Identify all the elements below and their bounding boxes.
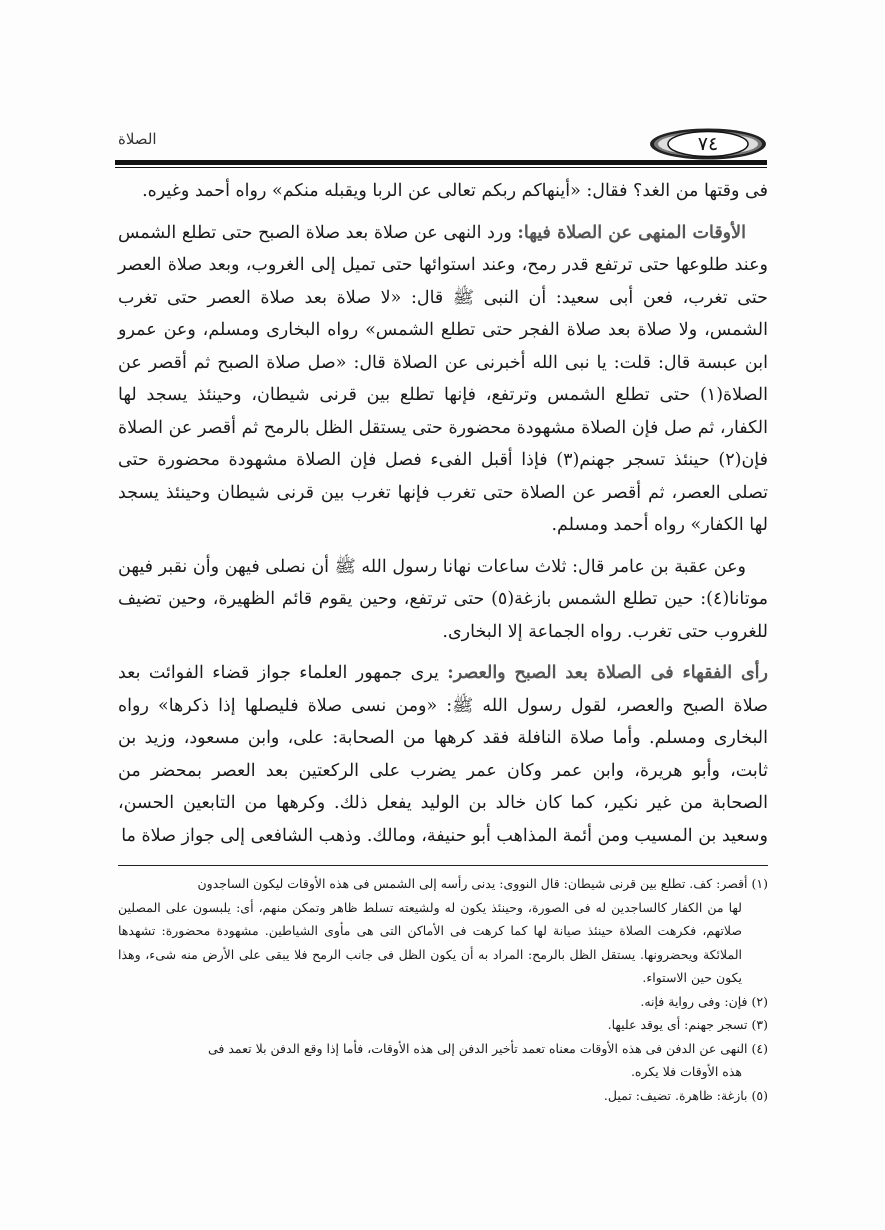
footnote-1: (١) أقصر: كف. تطلع بين قرنى شيطان: قال النووى: يدنى رأسه إلى الشمس فى هذه الأوقات ليكون الساجدون xyxy=(197,876,768,891)
section-heading: رأى الفقهاء فى الصلاة بعد الصبح والعصر: xyxy=(447,663,768,683)
forbidden-times-paragraph xyxy=(118,217,768,542)
running-header-title: الصلاة xyxy=(118,130,157,148)
intro-paragraph: فى وقتها من الغد؟ فقال: «أينهاكم ربكم تعالى عن الربا ويقبله منكم» رواه أحمد وغيره. xyxy=(142,181,768,201)
main-text xyxy=(118,175,768,852)
uqba-paragraph: وعن عقبة بن عامر قال: ثلاث ساعات نهانا رسول الله ﷺ أن نصلى فيهن وأن نقبر فيهن موتانا(٤): حين تطلع الشمس بازغة(٥) حتى ترتفع، وحين يقوم قائم الظهيرة، وحين تضيف للغروب حتى تغرب. رواه الجماعة إلا البخارى. xyxy=(118,556,769,642)
header-rule xyxy=(115,160,767,165)
paragraph-text: يرى جمهور العلماء جواز قضاء الفوائت بعد صلاة الصبح والعصر، لقول رسول الله ﷺ: «ومن نسى صلاة فليصلها إذا ذكرها» رواه البخارى ومسلم. وأما صلاة النافلة فقد كرهها من الصحابة: على، وابن مسعود، وزيد بن ثابت، وأبو هريرة، وابن عمر وكان عمر يضرب على الركعتين بعد العصر بمحضر من الصحابة من غير نكير، كما كان خالد بن الوليد يفعل ذلك. وكرهها من التابعين الحسن، وسعيد بن المسيب ومن أئمة المذاهب أبو حنيفة، ومالك. وذهب الشافعى إلى جواز صلاة ما xyxy=(118,663,768,846)
footnote-5: (٥) بازغة: ظاهرة. تضيف: تميل. xyxy=(603,1087,768,1103)
header-rule-thin xyxy=(115,167,767,168)
footnotes xyxy=(118,872,768,1107)
footnote-4-continued: هذه الأوقات فلا يكره. xyxy=(630,1064,742,1079)
footnote-1-continued: لها من الكفار كالساجدين له فى الصورة، وحينئذ يكون له ولشيعته تسلط ظاهر وتمكن منهم، أى: يلبسون على المصلين صلاتهم، فكرهت الصلاة حينئذ صيانة لها كما كرهت فى الأماكن التى هى مأوى الشياطين. مشهودة محضورة: تشهدها الملائكة ويحضرونها. يستقل الظل بالرمح: المراد به أن يكون الظل فى جانب الرمح فلا يبقى على الأرض منه شىء، وهذا يكون حين الاستواء. xyxy=(118,899,742,985)
paragraph-text: ورد النهى عن صلاة بعد صلاة الصبح حتى تطلع الشمس وعند طلوعها حتى ترتفع قدر رمح، وعند استوائها حتى تميل إلى الغروب، وبعد صلاة العصر حتى تغرب، فعن أبى سعيد: أن النبى ﷺ قال: «لا صلاة بعد صلاة العصر حتى تغرب الشمس، ولا صلاة بعد صلاة الفجر حتى تطلع الشمس» رواه البخارى ومسلم، وعن عمرو ابن عبسة قال: قلت: يا نبى الله أخبرنى عن الصلاة قال: «صل صلاة الصبح ثم أقصر عن الصلاة(١) حتى تطلع الشمس وترتفع، فإنها تطلع بين قرنى شيطان، وحينئذ يسجد لها الكفار، ثم صل فإن الصلاة مشهودة محضورة حتى يستقل الظل بالرمح ثم أقصر عن الصلاة فإن(٢) حينئذ تسجر جهنم(٣) فإذا أقبل الفىء فصل فإن الصلاة مشهودة محضورة حتى تصلى العصر، ثم أقصر عن الصلاة حتى تغرب فإنها تغرب بين قرنى شيطان وحينئذ يسجد لها الكفار» رواه أحمد ومسلم. xyxy=(118,222,769,535)
jurists-opinion-paragraph xyxy=(118,657,768,852)
footnote-3: (٣) تسجر جهنم: أى يوقد عليها. xyxy=(607,1017,768,1032)
page-number: ٧٤ xyxy=(697,133,719,155)
section-heading: الأوقات المنهى عن الصلاة فيها: xyxy=(517,222,746,243)
footnote-4: (٤) النهى عن الدفن فى هذه الأوقات معناه تعمد تأخير الدفن إلى هذه الأوقات، فأما إذا وقع الدفن بلا تعمد فى xyxy=(207,1040,768,1056)
footnote-separator xyxy=(118,865,768,866)
footnote-2: (٢) فإن: وفى رواية فإنه. xyxy=(640,993,768,1009)
